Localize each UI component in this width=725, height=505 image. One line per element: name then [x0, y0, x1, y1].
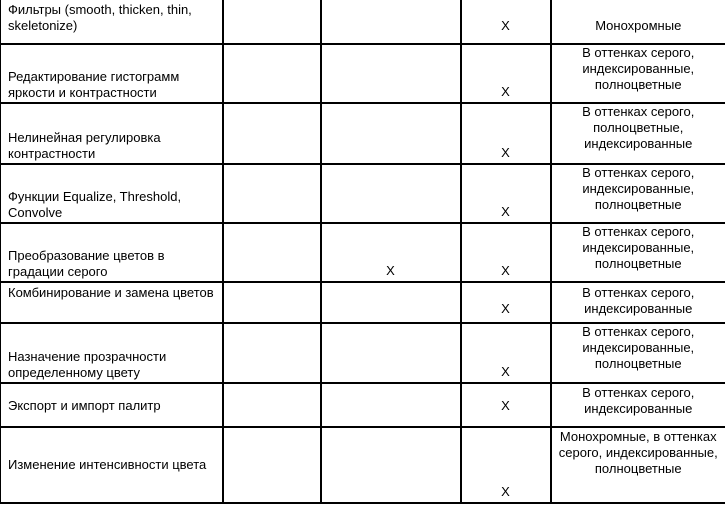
feature-name: Комбинирование и замена цветов: [8, 285, 214, 301]
col4-mark: X: [501, 18, 510, 34]
col3-mark: [322, 41, 460, 43]
table-row: [1, 323, 725, 382]
col2-mark: [224, 320, 320, 322]
col4-cell: [461, 383, 551, 427]
table-row: [1, 427, 725, 503]
table-row: [1, 103, 725, 163]
col2-mark: [224, 279, 320, 281]
col3-cell: [321, 44, 461, 103]
col4-mark: X: [501, 363, 510, 379]
col4-cell: [461, 103, 551, 163]
table-row: [1, 44, 725, 103]
feature-name-cell: [1, 323, 223, 382]
col2-cell: [223, 223, 321, 282]
col4-mark: X: [501, 397, 510, 413]
col3-mark: [322, 161, 460, 163]
modes-cell: [551, 44, 725, 103]
feature-name: Функции Equalize, Threshold, Convolve: [8, 188, 182, 220]
col4-mark: X: [501, 203, 510, 219]
col4-cell: [461, 282, 551, 323]
col2-cell: [223, 282, 321, 323]
col2-cell: [223, 0, 321, 44]
feature-name-cell: [1, 427, 223, 503]
col4-mark: X: [501, 484, 510, 499]
col2-cell: [223, 103, 321, 163]
feature-name: Назначение прозрачности определенному цвету: [8, 348, 167, 380]
table-row: [1, 383, 725, 427]
col4-cell: [461, 427, 551, 503]
col3-cell: [321, 427, 461, 503]
col2-mark: [224, 100, 320, 102]
col3-mark: X: [386, 263, 395, 279]
feature-name: Редактирование гистограмм яркости и контрастности: [8, 69, 180, 101]
col3-cell: [321, 323, 461, 382]
modes-text: Монохромные: [595, 17, 682, 33]
col3-mark: [322, 100, 460, 102]
modes-text: В оттенках серого, индексированные, полноцветные: [582, 164, 695, 212]
col4-mark: X: [501, 84, 510, 100]
col4-cell: [461, 44, 551, 103]
modes-cell: [551, 164, 725, 223]
col2-cell: [223, 383, 321, 427]
modes-cell: [551, 427, 725, 503]
col2-mark: [224, 161, 320, 163]
feature-name-cell: [1, 164, 223, 223]
feature-name: Экспорт и импорт палитр: [8, 398, 161, 414]
table-row: [1, 0, 725, 44]
modes-text: В оттенках серого, полноцветные, индексированные: [582, 104, 695, 152]
col4-mark: X: [501, 301, 510, 317]
col3-cell: [321, 282, 461, 323]
modes-text: В оттенках серого, индексированные: [582, 285, 695, 317]
feature-name-cell: [1, 0, 223, 44]
col3-cell: [321, 223, 461, 282]
col3-cell: [321, 0, 461, 44]
col4-cell: [461, 323, 551, 382]
modes-text: В оттенках серого, индексированные, полноцветные: [582, 324, 695, 372]
modes-cell: [551, 223, 725, 282]
col3-mark: [322, 500, 460, 502]
feature-name: Фильтры (smooth, thicken, thin, skeletonize): [8, 2, 192, 34]
col2-mark: [224, 424, 320, 426]
col4-cell: [461, 223, 551, 282]
modes-text: В оттенках серого, индексированные: [582, 384, 695, 416]
col3-cell: [321, 383, 461, 427]
col3-mark: [322, 380, 460, 382]
col2-mark: [224, 41, 320, 43]
col3-cell: [321, 164, 461, 223]
feature-name: Изменение интенсивности цвета: [8, 457, 207, 473]
col2-mark: [224, 220, 320, 222]
table-row: [1, 282, 725, 323]
col4-mark: X: [501, 263, 510, 279]
col2-mark: [224, 380, 320, 382]
table-row: [1, 223, 725, 282]
col2-cell: [223, 164, 321, 223]
col4-cell: [461, 164, 551, 223]
modes-text: Монохромные, в оттенках серого, индексированные, полноцветные: [558, 428, 718, 476]
modes-text: В оттенках серого, индексированные, полноцветные: [582, 45, 695, 93]
table-row: [1, 164, 725, 223]
modes-cell: [551, 282, 725, 323]
col4-mark: X: [501, 144, 510, 160]
col3-mark: [322, 424, 460, 426]
feature-name-cell: [1, 44, 223, 103]
feature-name-cell: [1, 282, 223, 323]
modes-cell: [551, 383, 725, 427]
modes-cell: [551, 0, 725, 44]
modes-cell: [551, 323, 725, 382]
col4-cell: [461, 0, 551, 44]
feature-name-cell: [1, 223, 223, 282]
modes-text: В оттенках серого, индексированные, полноцветные: [582, 223, 695, 271]
feature-name: Преобразование цветов в градации серого: [8, 248, 165, 280]
col2-cell: [223, 323, 321, 382]
col3-cell: [321, 103, 461, 163]
feature-name: Нелинейная регулировка контрастности: [8, 129, 161, 161]
col3-mark: [322, 320, 460, 322]
col2-cell: [223, 44, 321, 103]
col3-mark: [322, 220, 460, 222]
feature-name-cell: [1, 383, 223, 427]
col2-mark: [224, 500, 320, 502]
feature-name-cell: [1, 103, 223, 163]
modes-cell: [551, 103, 725, 163]
col2-cell: [223, 427, 321, 503]
